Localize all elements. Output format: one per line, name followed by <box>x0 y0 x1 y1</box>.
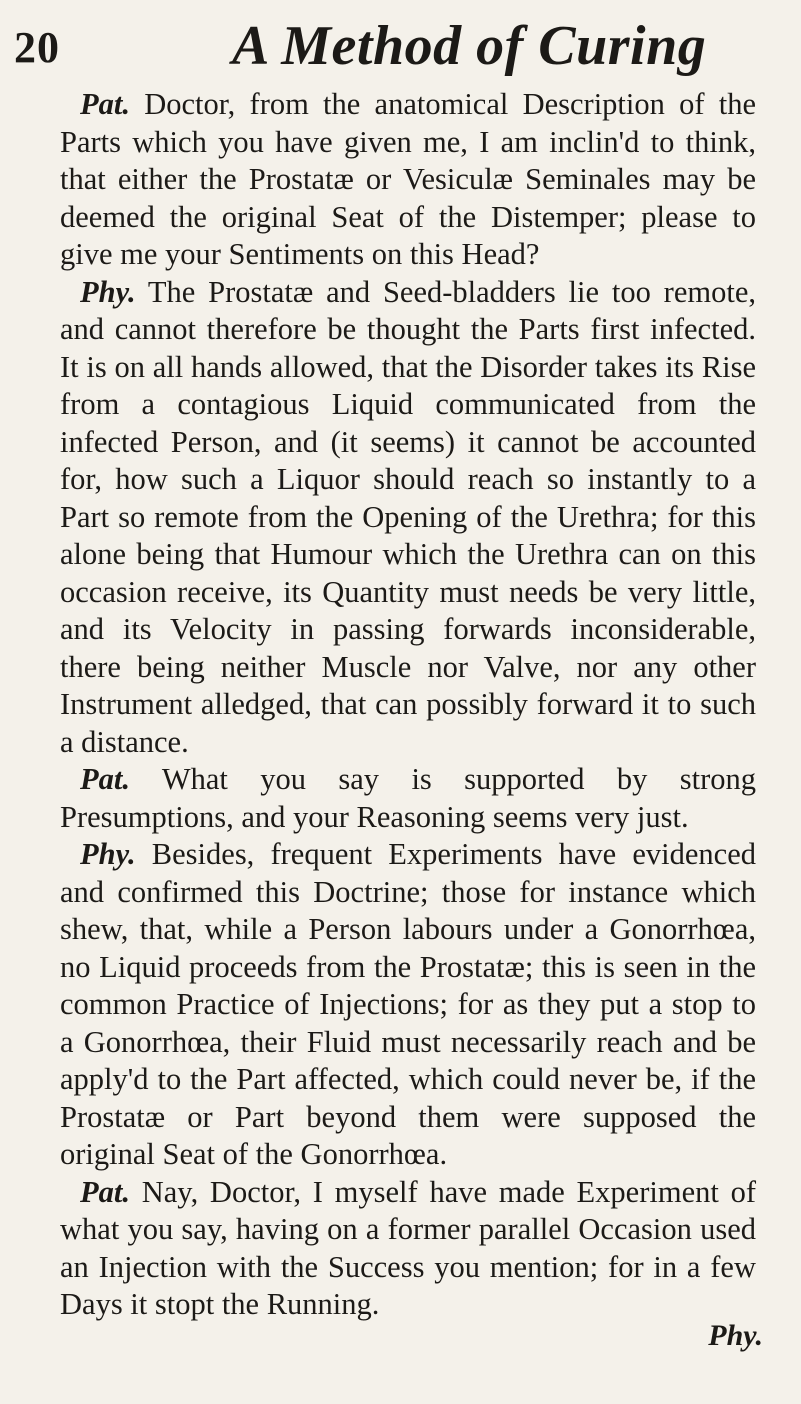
speaker-label: Phy. <box>80 837 136 871</box>
catchword: Phy. <box>708 1319 763 1352</box>
dialogue-paragraph <box>60 836 756 1174</box>
speaker-label: Pat. <box>80 762 130 796</box>
speaker-label: Phy. <box>80 274 136 309</box>
page-header <box>0 14 801 84</box>
speaker-label: Pat. <box>80 87 130 121</box>
speaker-label: Pat. <box>80 1174 130 1209</box>
paragraph-text: Doctor, from the anatomical Description of the Parts which you have given me, I am inclin'd to think, that either the Prostatæ or Vesiculæ Seminales may be deemed the original Seat of the Distemper; please to give me your Sentiments on this Head? <box>60 87 756 271</box>
paragraph-text: What you say is supported by strong Presumptions, and your Reasoning seems very just. <box>60 762 756 834</box>
paragraph-text: Besides, frequent Experiments have evidenced and confirmed this Doctrine; those for instance which shew, that, while a Person labours under a Gonorrhœa, no Liquid proceeds from the Prostatæ; this is seen in the common Practice of Injections; for as they put a stop to a Gonorrhœa, their Fluid must necessarily reach and be apply'd to the Part affected, which could never be, if the Prostatæ or Part beyond them were supposed the original Seat of the Gonorrhœa. <box>60 837 756 1171</box>
dialogue-text <box>60 86 756 1324</box>
dialogue-paragraph <box>60 1174 756 1324</box>
page-number: 20 <box>14 23 60 72</box>
paragraph-text: The Prostatæ and Seed-bladders lie too remote, and cannot therefore be thought the Parts first infected. It is on all hands allowed, that the Disorder takes its Rise from a contagious Liquid communicated from the infected Person, and (it seems) it cannot be accounted for, how such a Liquor should reach so instantly to a Part so remote from the Opening of the Urethra; for this alone being that Humour which the Urethra can on this occasion receive, its Quantity must needs be very little, and its Velocity in passing forwards inconsiderable, there being neither Muscle nor Valve, nor any other Instrument alledged, that can possibly forward it to such a distance. <box>60 274 756 759</box>
running-head: A Method of Curing <box>232 15 707 77</box>
dialogue-paragraph <box>60 86 756 274</box>
dialogue-paragraph <box>60 274 756 762</box>
paragraph-text: Nay, Doctor, I myself have made Experiment of what you say, having on a former parallel Occasion used an Injection with the Success you mention; for in a few Days it stopt the Running. <box>60 1174 756 1321</box>
dialogue-paragraph <box>60 761 756 836</box>
